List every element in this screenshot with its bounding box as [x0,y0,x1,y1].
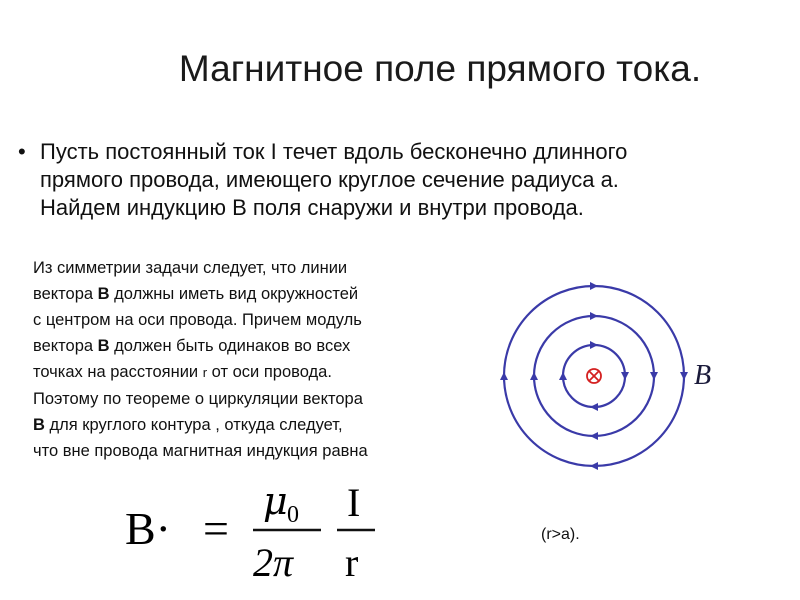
para-line-2: вектора B должны иметь вид окружностей [33,285,359,303]
para-line-4: вектора B должен быть одинаков во всех [33,337,351,355]
arrow-inner-left [559,372,567,380]
arrow-inner-top [590,341,598,349]
para-line-3: с центром на оси провода. Причем модуль [33,311,362,329]
formula-mu-sub: 0 [287,502,299,528]
para-line-7: B для круглого контура , откуда следует, [33,416,343,434]
bullet-line-1: Пусть постоянный ток I течет вдоль бесконечно длинного [40,139,628,164]
condition-text: (r>a). [541,526,580,543]
arrow-inner-bottom [590,403,598,411]
bullet-item [18,138,778,222]
arrow-outer-right [680,372,688,380]
current-into-page-icon [587,369,601,383]
formula-mu: μ [263,479,288,523]
formula-equals: = [203,503,229,554]
arrow-middle-right [650,372,658,380]
formula-current: I [347,480,361,525]
formula-b-outside [125,478,405,588]
bullet-text [40,138,778,222]
formula-r: r [345,540,359,585]
bullet-line-3: Найдем индукцию B поля снаружи и внутри провода. [40,195,584,220]
arrow-outer-left [500,372,508,380]
slide-title: Магнитное поле прямого тока. [178,48,702,89]
formula-lhs: B· [125,503,171,554]
arrow-middle-top [590,312,598,320]
para-line-1: Из симметрии задачи следует, что линии [33,259,348,277]
bullet-line-2: прямого провода, имеющего круглое сечение радиуса a. [40,167,619,192]
formula-2pi: 2π [253,540,294,585]
para-line-6: Поэтому по теореме о циркуляции вектора [33,390,363,408]
field-label-b: B [694,360,712,391]
field-lines-diagram [494,272,734,482]
para-line-8: что вне провода магнитная индукция равна [33,442,368,460]
arrow-outer-bottom [590,462,598,470]
arrow-outer-top [590,282,598,290]
para-line-5: точках на расстоянии r от оси провода. [33,363,332,381]
explanation-paragraph [33,255,493,464]
arrow-inner-right [621,372,629,380]
arrow-middle-left [530,372,538,380]
bullet-dot: • [18,139,26,164]
arrow-middle-bottom [590,432,598,440]
